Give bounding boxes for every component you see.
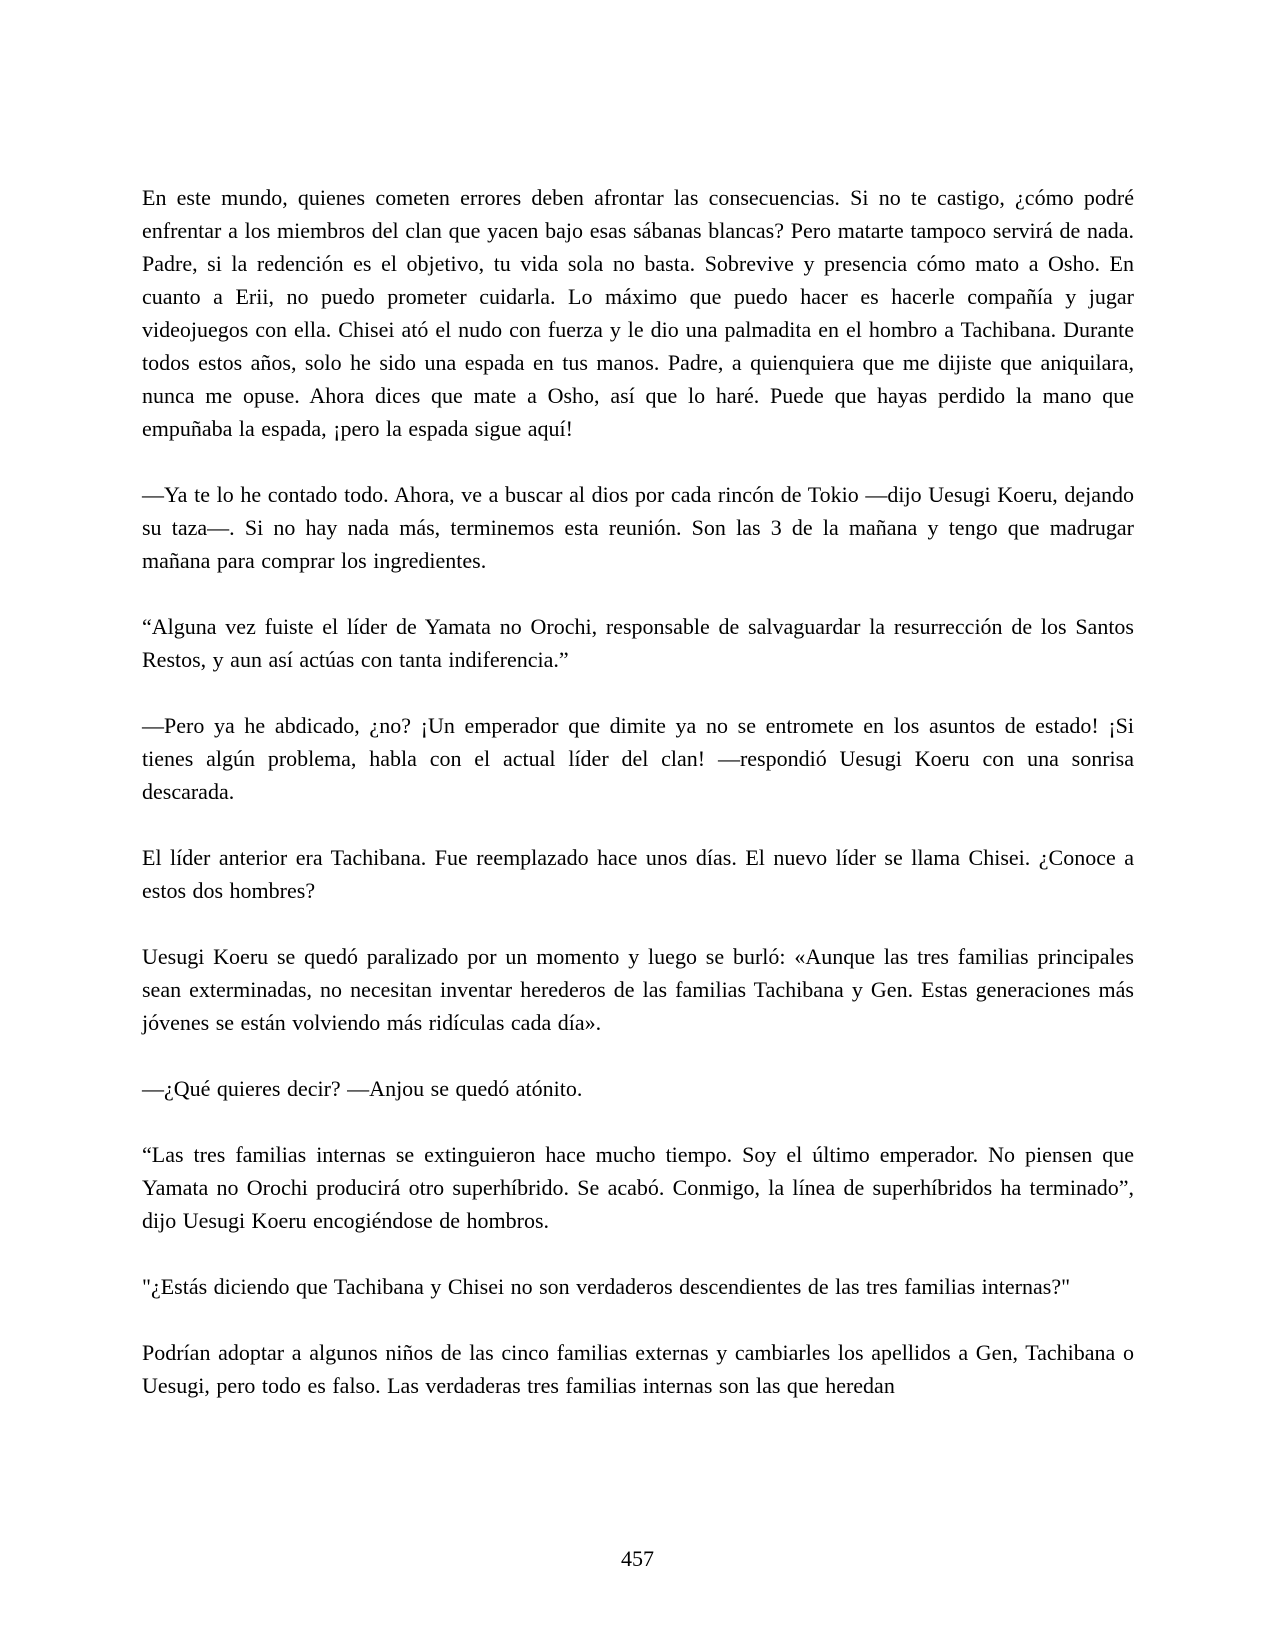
paragraph: En este mundo, quienes cometen errores deben afrontar las consecuencias. Si no te castigo, ¿cómo podré enfrentar a los miembros del clan que yacen bajo esas sábanas blancas? Pero matarte tampoco servirá de nada. Padre, si la redención es el objetivo, tu vida sola no basta. Sobrevive y presencia cómo mato a Osho. En cuanto a Erii, no puedo prometer cuidarla. Lo máximo que puedo hacer es hacerle compañía y jugar videojuegos con ella. Chisei ató el nudo con fuerza y le dio una palmadita en el hombro a Tachibana. Durante todos estos años, solo he sido una espada en tus manos. Padre, a quienquiera que me dijiste que aniquilara, nunca me opuse. Ahora dices que mate a Osho, así que lo haré. Puede que hayas perdido la mano que empuñaba la espada, ¡pero la espada sigue aquí!	[142, 185, 1134, 441]
page-body	[142, 181, 1134, 1435]
page-number: 457	[621, 1546, 654, 1571]
paragraph: —¿Qué quieres decir? —Anjou se quedó atónito.	[142, 1076, 583, 1101]
paragraph: —Pero ya he abdicado, ¿no? ¡Un emperador que dimite ya no se entromete en los asuntos de estado! ¡Si tienes algún problema, habla con el actual líder del clan! —respondió Uesugi Koeru con una sonrisa descarada.	[142, 713, 1134, 804]
paragraph: “Las tres familias internas se extinguieron hace mucho tiempo. Soy el último emperador. No piensen que Yamata no Orochi producirá otro superhíbrido. Se acabó. Conmigo, la línea de superhíbridos ha terminado”, dijo Uesugi Koeru encogiéndose de hombros.	[142, 1142, 1134, 1233]
paragraph: Podrían adoptar a algunos niños de las cinco familias externas y cambiarles los apellidos a Gen, Tachibana o Uesugi, pero todo es falso. Las verdaderas tres familias internas son las que heredan	[142, 1340, 1134, 1398]
paragraph: "¿Estás diciendo que Tachibana y Chisei no son verdaderos descendientes de las tres familias internas?"	[142, 1274, 1071, 1299]
paragraph: —Ya te lo he contado todo. Ahora, ve a buscar al dios por cada rincón de Tokio —dijo Uesugi Koeru, dejando su taza—. Si no hay nada más, terminemos esta reunión. Son las 3 de la mañana y tengo que madrugar mañana para comprar los ingredientes.	[142, 482, 1134, 573]
paragraph: Uesugi Koeru se quedó paralizado por un momento y luego se burló: «Aunque las tres familias principales sean exterminadas, no necesitan inventar herederos de las familias Tachibana y Gen. Estas generaciones más jóvenes se están volviendo más ridículas cada día».	[142, 944, 1134, 1035]
paragraph: El líder anterior era Tachibana. Fue reemplazado hace unos días. El nuevo líder se llama Chisei. ¿Conoce a estos dos hombres?	[142, 845, 1134, 903]
paragraph: “Alguna vez fuiste el líder de Yamata no Orochi, responsable de salvaguardar la resurrección de los Santos Restos, y aun así actúas con tanta indiferencia.”	[142, 614, 1134, 672]
